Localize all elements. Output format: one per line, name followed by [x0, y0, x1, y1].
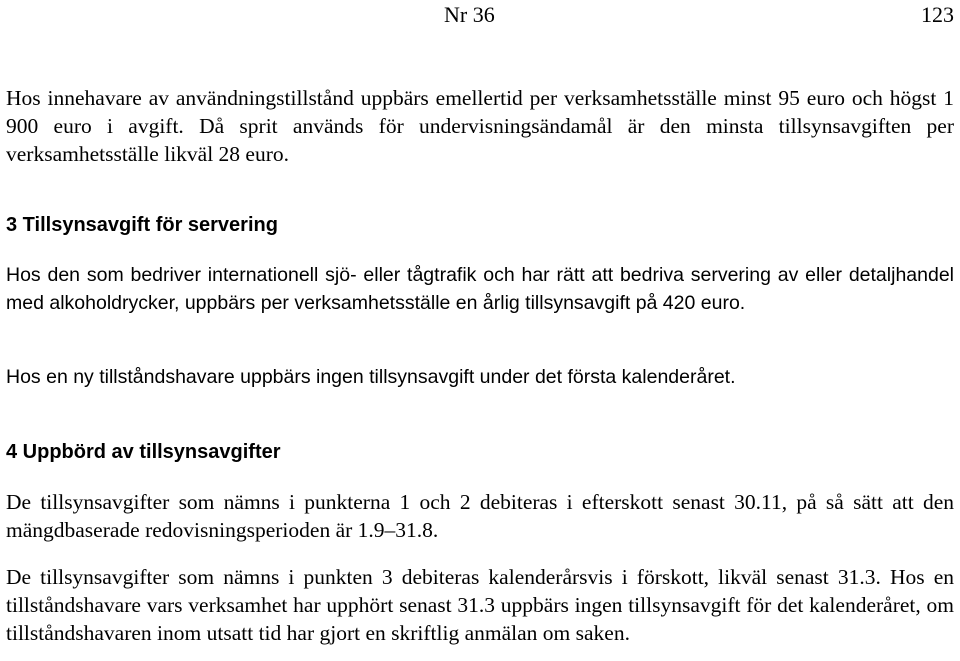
document-page	[6, 0, 954, 661]
page-header	[6, 2, 954, 30]
section-heading-tillsynsavgift-servering: 3 Tillsynsavgift för servering	[6, 214, 278, 236]
paragraph-ny-tillstandshavare: Hos en ny tillståndshavare uppbärs ingen tillsynsavgift under det första kalenderåret.	[6, 366, 736, 388]
paragraph-sjo-tagtrafik: Hos den som bedriver internationell sjö- eller tågtrafik och har rätt att bedriva servering av eller detaljhandel med alkoholdrycker, uppbärs per verksamhetsställe en årlig tillsynsavgift på 420 euro.	[6, 264, 954, 314]
paragraph-efterskott: De tillsynsavgifter som nämns i punkterna 1 och 2 debiteras i efterskott senast 30.11, på så sätt att den mängdbaserade redovisningsperioden är 1.9–31.8.	[6, 490, 954, 542]
document-number: Nr 36	[444, 2, 495, 27]
paragraph-avgift-minimum: Hos innehavare av användningstillstånd uppbärs emellertid per verksamhetsställe minst 95 euro och högst 1 900 euro i avgift. Då sprit används för undervisningsändamål är den minsta tillsynsavgiften per verksamhetsställe likväl 28 euro.	[6, 86, 954, 166]
section-heading-uppbord: 4 Uppbörd av tillsynsavgifter	[6, 441, 281, 463]
paragraph-forskott: De tillsynsavgifter som nämns i punkten 3 debiteras kalenderårsvis i förskott, likväl senast 31.3. Hos en tillståndshavare vars verksamhet har upphört senast 31.3 uppbärs ingen tillsynsavgift för det kalenderåret, om tillståndshavaren inom utsatt tid har gjort en skriftlig anmälan om saken.	[6, 565, 954, 645]
page-number: 123	[921, 2, 954, 27]
